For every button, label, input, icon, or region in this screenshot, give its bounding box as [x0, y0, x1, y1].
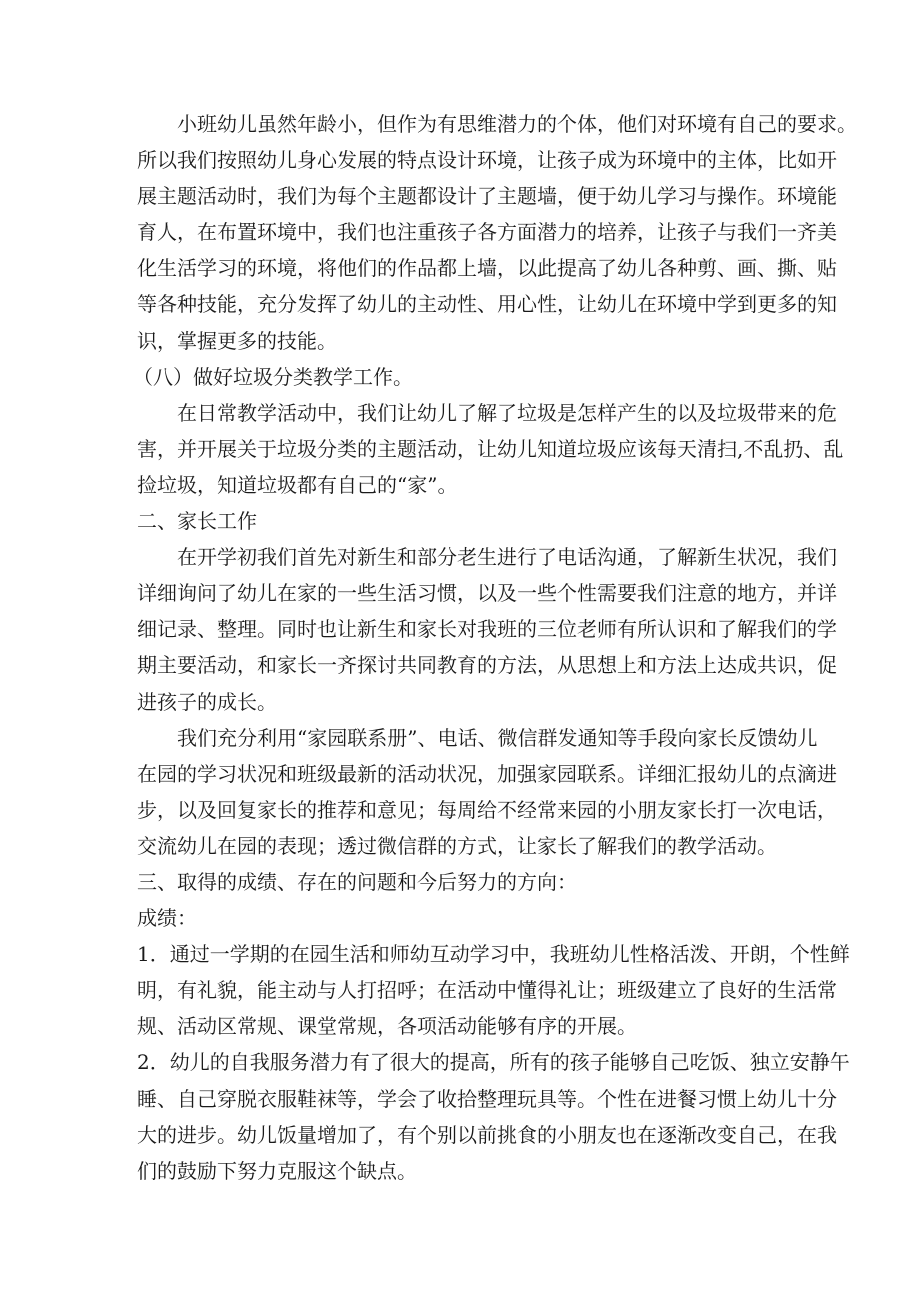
text-line: 成绩： [137, 906, 197, 931]
text-line: （八）做好垃圾分类教学工作。 [133, 364, 413, 389]
paragraph-parents-2 [137, 720, 837, 864]
text-line: 小班幼儿虽然年龄小，但作为有思维潜力的个体，他们对环境有自己的要求。 [177, 112, 857, 136]
text-line: 大的进步。幼儿饭量增加了，有个别以前挑食的小朋友也在逐渐改变自己，在我 [137, 1122, 837, 1147]
paragraph-item-2 [137, 1044, 850, 1188]
text-line: 1．通过一学期的在园生活和师幼互动学习中，我班幼儿性格活泼、开朗，个性鲜 [137, 942, 850, 967]
paragraph-garbage [137, 395, 844, 503]
text-line: 化生活学习的环境，将他们的作品都上墙，以此提高了幼儿各种剪、画、撕、贴 [137, 256, 837, 281]
text-line: 识，掌握更多的技能。 [137, 328, 337, 353]
text-line: 们的鼓励下努力克服这个缺点。 [137, 1158, 417, 1183]
text-line: 三、取得的成绩、存在的问题和今后努力的方向： [137, 869, 577, 894]
text-line: 二、家长工作 [137, 509, 257, 534]
text-line: 育人，在布置环境中，我们也注重孩子各方面潜力的培养，让孩子与我们一齐美 [137, 220, 837, 245]
text-line: 展主题活动时，我们为每个主题都设计了主题墙，便于幼儿学习与操作。环境能 [137, 184, 837, 209]
document-page [133, 106, 857, 1189]
text-line: 详细询问了幼儿在家的一些生活习惯，以及一些个性需要我们注意的地方，并详 [137, 581, 837, 606]
text-line: 明，有礼貌，能主动与人打招呼；在活动中懂得礼让；班级建立了良好的生活常 [137, 978, 837, 1003]
text-line: 害，并开展关于垃圾分类的主题活动，让幼儿知道垃圾应该每天清扫,不乱扔、乱 [137, 436, 844, 461]
text-line: 我们充分利用“家园联系册”、电话、微信群发通知等手段向家长反馈幼儿 [177, 725, 818, 750]
text-line: 2．幼儿的自我服务潜力有了很大的提高，所有的孩子能够自己吃饭、独立安静午 [137, 1050, 850, 1075]
paragraph-heading-2 [137, 503, 798, 539]
text-line: 细记录、整理。同时也让新生和家长对我班的三位老师有所认识和了解我们的学 [137, 617, 837, 642]
text-line: 交流幼儿在园的表现；透过微信群的方式，让家长了解我们的教学活动。 [137, 833, 777, 858]
text-line: 所以我们按照幼儿身心发展的特点设计环境，让孩子成为环境中的主体，比如开 [137, 148, 837, 173]
text-line: 在园的学习状况和班级最新的活动状况，加强家园联系。详细汇报幼儿的点滴进 [137, 761, 837, 786]
paragraph-heading-3 [137, 864, 798, 900]
text-line: 捡垃圾，知道垃圾都有自己的“家”。 [137, 472, 458, 497]
text-line: 规、活动区常规、课堂常规，各项活动能够有序的开展。 [137, 1014, 637, 1039]
paragraph-parents-1 [137, 539, 837, 719]
text-line: 步，以及回复家长的推荐和意见；每周给不经常来园的小朋友家长打一次电话， [137, 797, 837, 822]
text-line: 睡、自己穿脱衣服鞋袜等，学会了收拾整理玩具等。个性在进餐习惯上幼儿十分 [137, 1086, 837, 1111]
paragraph-heading-8 [133, 359, 798, 395]
text-line: 在开学初我们首先对新生和部分老生进行了电话沟通，了解新生状况，我们 [177, 545, 837, 570]
text-line: 等各种技能，充分发挥了幼儿的主动性、用心性，让幼儿在环境中学到更多的知 [137, 292, 837, 317]
paragraph-env [137, 106, 857, 359]
text-line: 在日常教学活动中，我们让幼儿了解了垃圾是怎样产生的以及垃圾带来的危 [177, 400, 837, 425]
text-line: 进孩子的成长。 [137, 689, 277, 714]
paragraph-achievements-label [137, 900, 798, 936]
paragraph-item-1 [137, 936, 850, 1044]
text-line: 期主要活动，和家长一齐探讨共同教育的方法，从思想上和方法上达成共识，促 [137, 653, 837, 678]
